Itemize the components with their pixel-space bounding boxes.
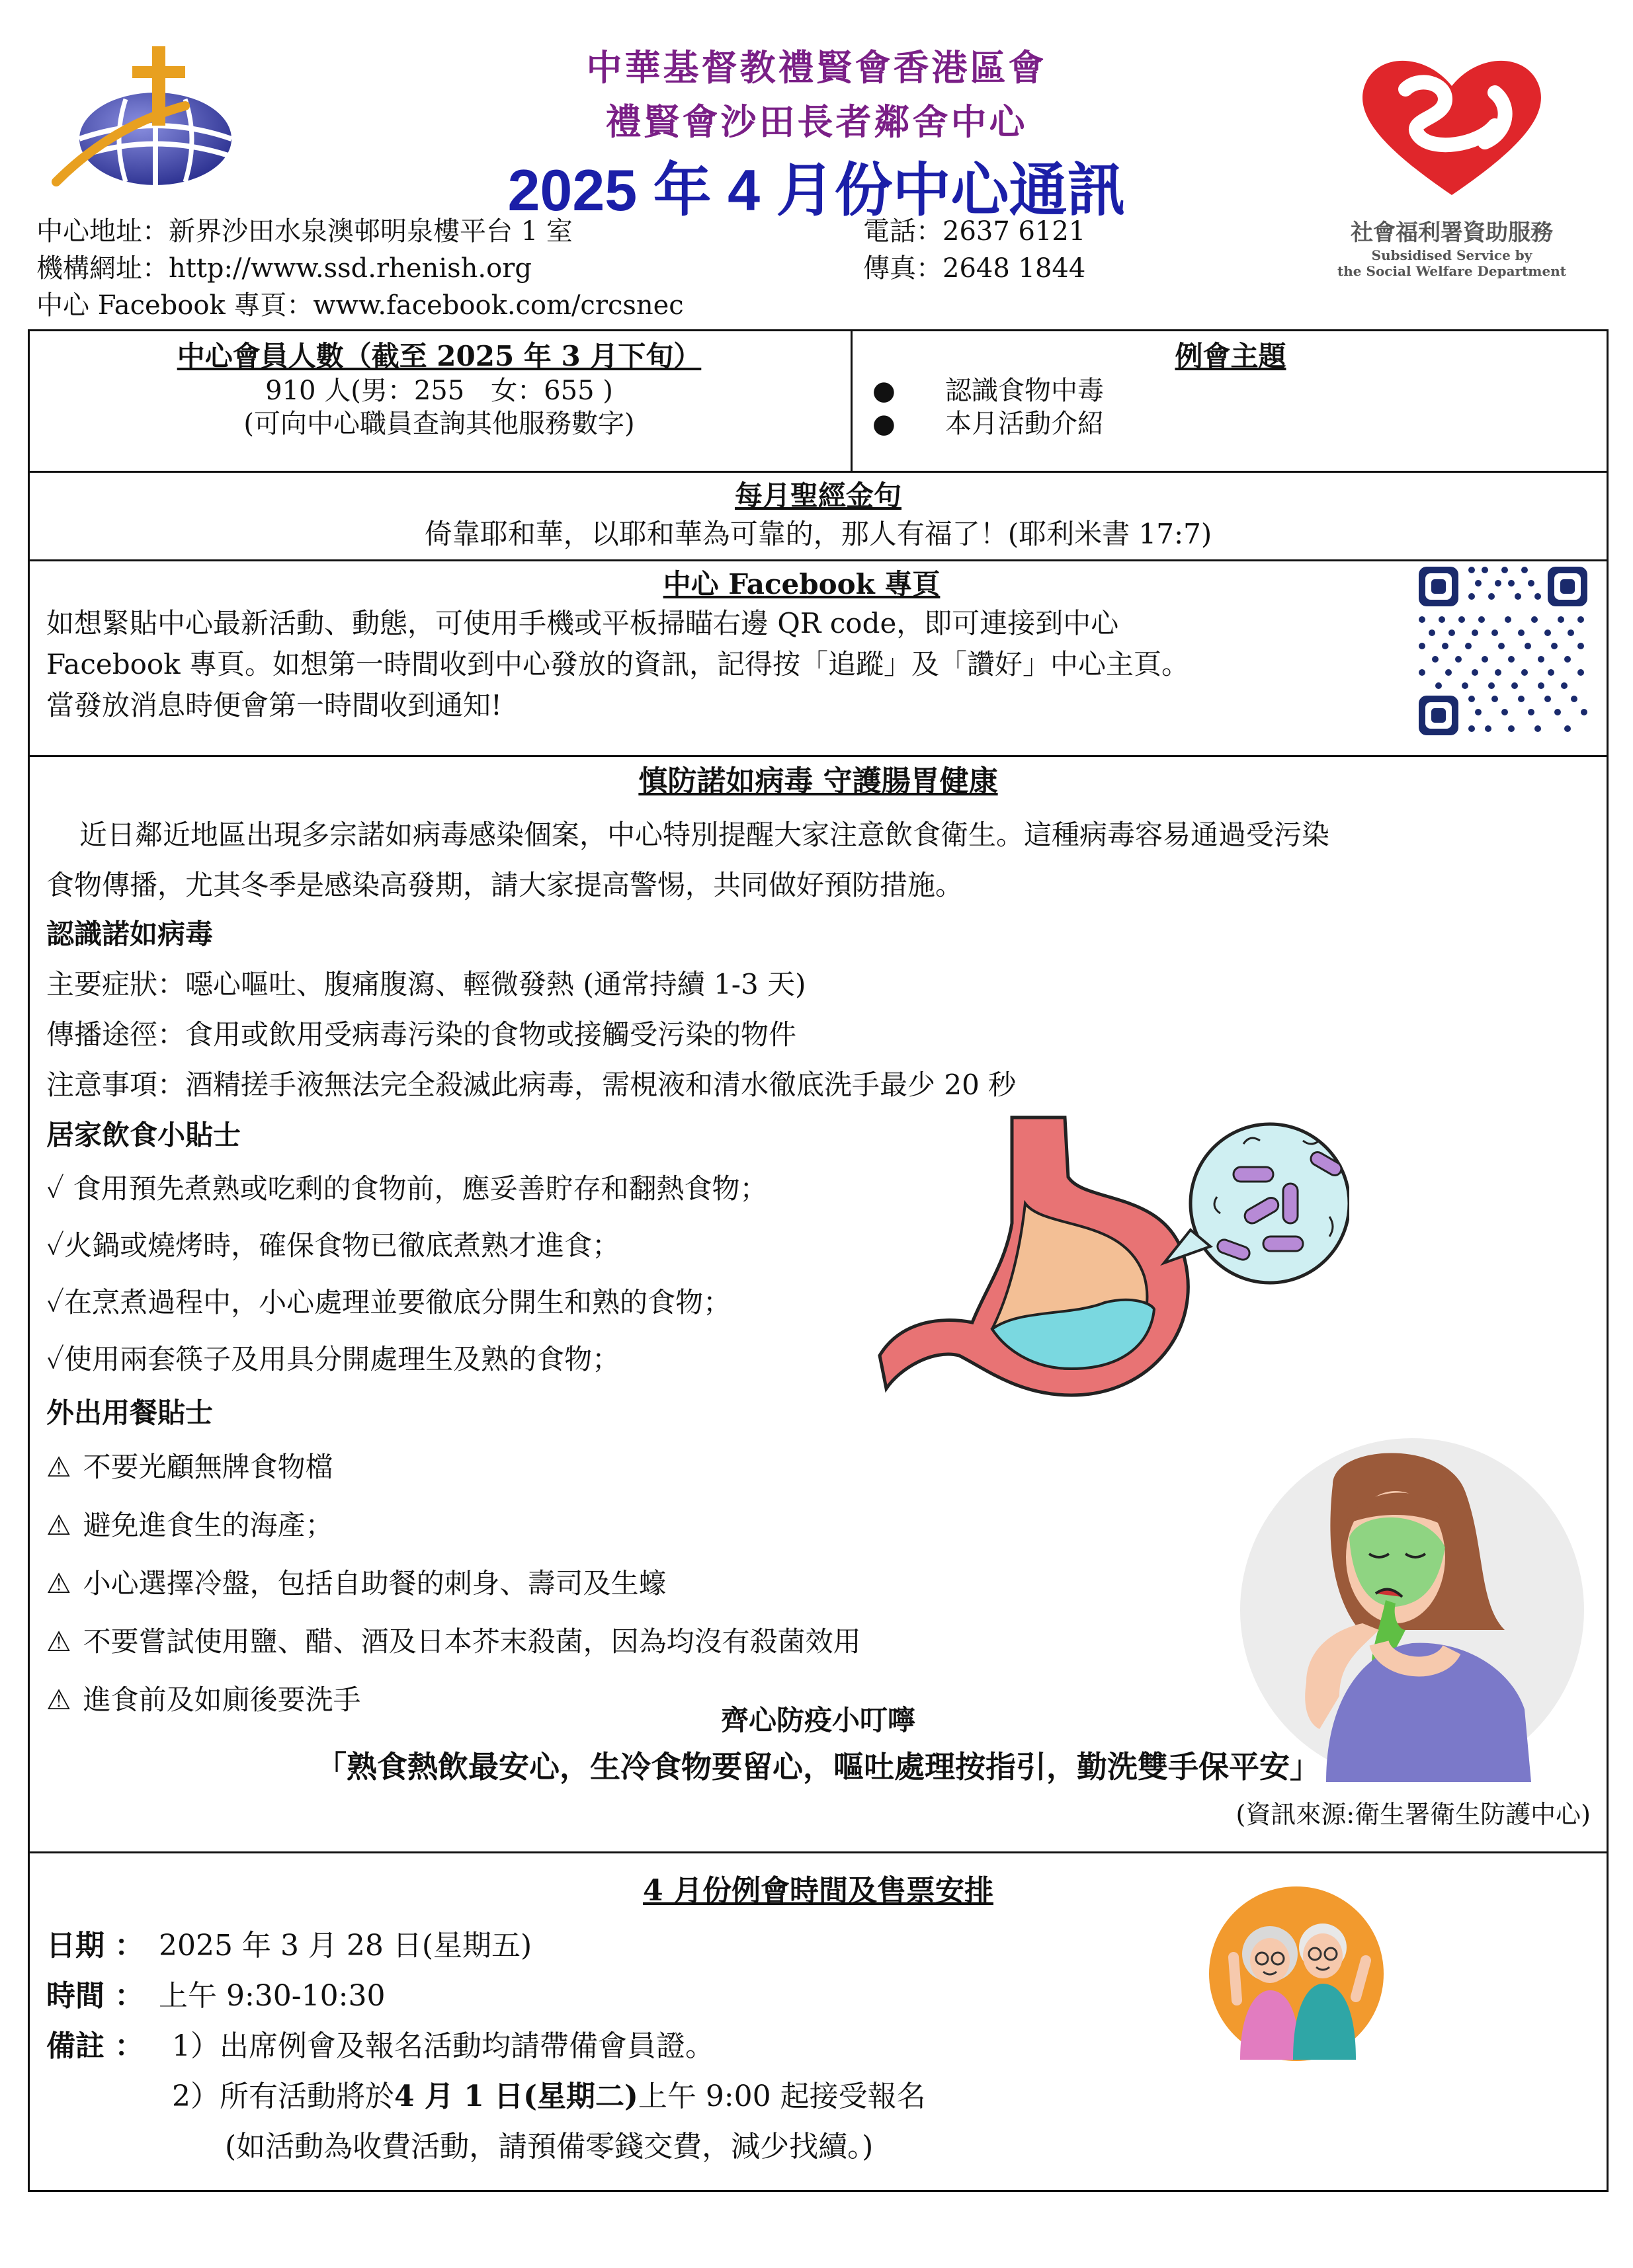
swd-text-cn: 社會福利署資助服務 (1351, 220, 1553, 246)
fb-text-line: Facebook 專頁。如想第一時間收到中心發放的資訊，記得按「追蹤」及「讚好」中心主頁。 (46, 648, 1189, 680)
meeting-heading: 4 月份例會時間及售票安排 (643, 1874, 993, 1908)
membership-note: (可向中心職員查詢其他服務數字) (243, 409, 635, 439)
topic-item (872, 374, 1609, 407)
time-label: 時間 ： (46, 1979, 144, 2013)
org-title: 中華基督教禮賢會香港區會 (586, 46, 1047, 89)
remark-2 (46, 2072, 1171, 2122)
warning-icon: ⚠ (46, 1509, 71, 1541)
fb-section (28, 566, 1443, 726)
home-tip-text: 使用兩套筷子及用具分開處理生及熟的食物； (64, 1343, 620, 1375)
transmission-text: 傳播途徑：食用或飲用受病毒污染的食物或接觸受污染的物件 (46, 1018, 797, 1051)
swd-text-en1: Subsidised Service by (1371, 247, 1532, 263)
symptoms-text: 主要症狀：噁心嘔吐、腹痛腹瀉、輕微發熱 (通常持續 1-3 天) (46, 968, 806, 1000)
check-icon: ✓ (46, 1229, 65, 1262)
remark-1: 1）出席例會及報名活動均請帶備會員證。 (172, 2029, 714, 2063)
out-tip-text: 避免進食生的海產； (83, 1509, 333, 1541)
intro-line-text: 近日鄰近地區出現多宗諾如病毒感染個案，中心特別提醒大家注意飲食衛生。這種病毒容易通過受污染 (79, 819, 1330, 851)
out-tip (46, 1438, 1303, 1496)
topic-heading: 例會主題 (1175, 340, 1286, 372)
fb-text-line: 如想緊貼中心最新活動、動態，可使用手機或平板掃瞄右邊 QR code，即可連接到中心 (46, 607, 1119, 639)
fb-heading: 中心 Facebook 專頁 (663, 568, 941, 600)
membership-heading: 中心會員人數（截至 2025 年 3 月下旬） (177, 340, 702, 372)
facebook-link[interactable]: 中心 Facebook 專頁：www.facebook.com/crcsnec (36, 290, 684, 321)
intro-line (46, 810, 1594, 860)
center-title: 禮賢會沙田長者鄰舍中心 (605, 101, 1028, 143)
out-tip-text: 不要嘗試使用鹽、醋、酒及日本芥末殺菌，因為均沒有殺菌效用 (83, 1625, 861, 1658)
intro-line: 食物傳播，尤其冬季是感染高發期，請大家提高警惕，共同做好預防措施。 (46, 869, 964, 901)
elderly-couple-illustration (1207, 1884, 1386, 2063)
meeting-remarks (46, 2021, 1171, 2072)
out-tip-text: 進食前及如廁後要洗手 (83, 1683, 361, 1716)
warning-icon: ⚠ (46, 1451, 71, 1483)
swd-text (1306, 218, 1597, 279)
fax-number: 傳真：2648 1844 (863, 253, 1086, 284)
out-tip (46, 1613, 1303, 1671)
row-line (28, 1851, 1609, 1853)
remarks-label: 備註 ： (46, 2029, 144, 2063)
warning-icon: ⚠ (46, 1625, 71, 1658)
center-address: 中心地址：新界沙田水泉澳邨明泉樓平台 1 室 (36, 216, 573, 247)
stomach-illustration (873, 1104, 1349, 1435)
remark-3: (如活動為收費活動，請預備零錢交費，減少找續。) (225, 2130, 874, 2164)
bullet-icon: ● (872, 409, 896, 439)
home-heading: 居家飲食小貼士 (46, 1119, 241, 1151)
norovirus-intro (46, 810, 1594, 911)
fb-text-line: 當發放消息時便會第一時間收到通知! (46, 689, 502, 721)
remark-2-start: 2）所有活動將於 (172, 2080, 394, 2113)
scripture-heading: 每月聖經金句 (734, 479, 901, 512)
home-tip-text: 在烹煮過程中，小心處理並要徹底分開生和熟的食物； (64, 1286, 732, 1318)
topic-item-label: 認識食物中毒 (945, 376, 1104, 406)
warning-icon: ⚠ (46, 1683, 71, 1716)
home-tip-text: 食用預先煮熟或吃剩的食物前，應妥善貯存和翻熱食物； (64, 1172, 768, 1205)
meeting-date (46, 1921, 1171, 1971)
slogan-section (28, 1699, 1609, 1792)
date-label: 日期 ： (46, 1929, 144, 1963)
meeting-details (46, 1921, 1171, 2172)
source-text: (資訊來源:衛生署衛生防護中心) (1235, 1800, 1591, 1829)
remark-2-end: 上午 9:00 起接受報名 (638, 2080, 926, 2113)
membership-section (28, 339, 851, 440)
topic-section (853, 339, 1609, 440)
swd-logo (1353, 46, 1551, 198)
topic-item (872, 407, 1609, 440)
home-tip-text: 火鍋或燒烤時，確保食物已徹底煮熟才進食； (64, 1229, 620, 1262)
phone-number: 電話：2637 6121 (863, 216, 1086, 247)
scripture-section (28, 477, 1609, 554)
row-line (28, 755, 1609, 757)
topic-item-label: 本月活動介紹 (945, 409, 1104, 439)
row-line (28, 559, 1609, 561)
time-value: 上午 9:30-10:30 (159, 1979, 386, 2013)
check-icon: ✓ (46, 1172, 65, 1205)
contact-left (36, 213, 684, 324)
membership-count: 910 人(男：255 女：655 ) (265, 376, 613, 406)
check-icon: ✓ (46, 1343, 65, 1375)
qr-code[interactable] (1415, 563, 1591, 739)
newsletter-title: 2025 年 4 月份中心通訊 (507, 157, 1126, 223)
out-tip-text: 不要光顧無牌食物檔 (83, 1451, 333, 1483)
slogan-text: 「熟食熱飲最安心，生冷食物要留心，嘔吐處理按指引，勤洗雙手保平安」 (316, 1749, 1320, 1785)
norovirus-heading: 慎防諾如病毒 守護腸胃健康 (638, 764, 998, 798)
bullet-icon: ● (872, 376, 896, 406)
out-tip (46, 1555, 1303, 1613)
check-icon: ✓ (46, 1286, 65, 1318)
website-link[interactable]: 機構網址：http://www.ssd.rhenish.org (36, 253, 532, 284)
contact-right (863, 213, 1085, 287)
scripture-verse: 倚靠耶和華，以耶和華為可靠的，那人有福了！(耶利米書 17:7) (424, 518, 1212, 550)
meeting-time (46, 1971, 1171, 2021)
notes-text: 注意事項：酒精搓手液無法完全殺滅此病毒，需梘液和清水徹底洗手最少 20 秒 (46, 1069, 1017, 1101)
slogan-heading: 齊心防疫小叮嚀 (720, 1704, 915, 1736)
row-line (28, 471, 1609, 473)
know-heading: 認識諾如病毒 (46, 918, 214, 950)
date-value: 2025 年 3 月 28 日(星期五) (159, 1929, 532, 1963)
remark-2-date: 4 月 1 日(星期二) (394, 2080, 638, 2113)
out-tip (46, 1496, 1303, 1555)
swd-text-en2: the Social Welfare Department (1337, 263, 1566, 279)
out-heading: 外出用餐貼士 (46, 1397, 214, 1429)
out-tip-text: 小心選擇冷盤，包括自助餐的刺身、壽司及生蠔 (83, 1567, 667, 1600)
warning-icon: ⚠ (46, 1567, 71, 1600)
fb-text (28, 603, 1443, 726)
